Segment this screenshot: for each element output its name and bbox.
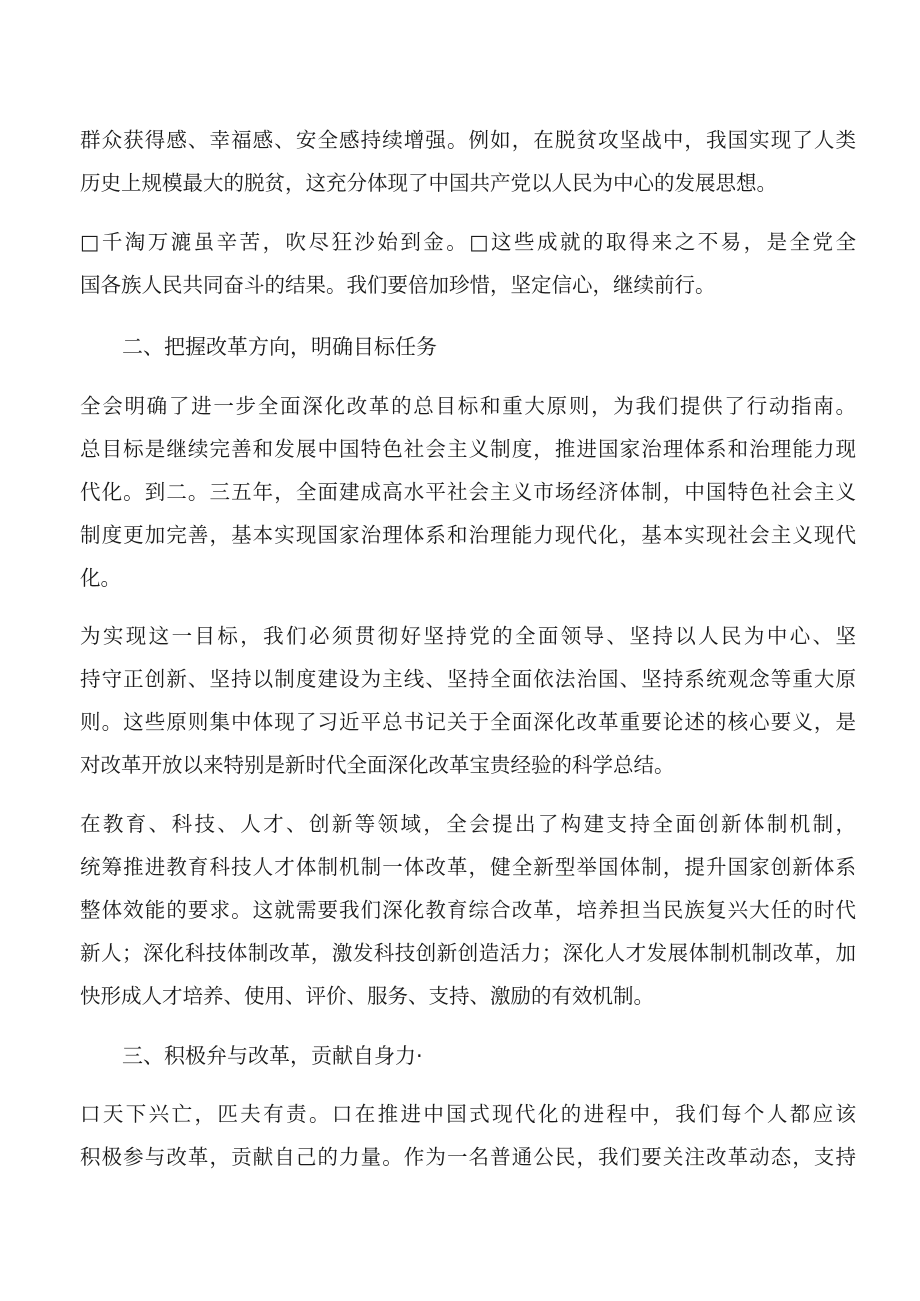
section-heading: 三、积极弁与改革，贡献自身力· xyxy=(122,1044,423,1068)
paragraph-line: 口天下兴亡，匹夫有责。口在推进中国式现代化的进程中，我们每个人都应该 xyxy=(80,1102,856,1126)
paragraph-line: 全会明确了进一步全面深化改革的总目标和重大原则，为我们提供了行动指南。 xyxy=(80,394,856,418)
paragraph-line: 统筹推进教育科技人才体制机制一体改革，健全新型举国体制，提升国家创新体系 xyxy=(80,855,856,879)
paragraph-line: 群众获得感、幸福感、安全感持续增强。例如，在脱贫攻坚战中，我国实现了人类 xyxy=(80,128,856,152)
paragraph-line: 代化。到二。三五年，全面建成高水平社会主义市场经济体制，中国特色社会主义 xyxy=(80,480,856,504)
paragraph-line: 化。 xyxy=(80,566,121,590)
paragraph-line: 快形成人才培养、使用、评价、服务、支持、激励的有效机制。 xyxy=(80,984,654,1008)
paragraph-line: 新人；深化科技体制改革，激发科技创新创造活力；深化人才发展体制机制改革，加 xyxy=(80,941,856,965)
paragraph-line: 为实现这一目标，我们必须贯彻好坚持党的全面领导、坚持以人民为中心、坚 xyxy=(80,624,856,648)
paragraph-line: 对改革开放以来特别是新时代全面深化改革宝贵经验的科学总结。 xyxy=(80,753,675,777)
paragraph-line: 则。这些原则集中体现了习近平总书记关于全面深化改革重要论述的核心要义，是 xyxy=(80,710,856,734)
section-heading: 二、把握改革方向，明确目标任务 xyxy=(122,335,437,359)
paragraph-line: 历史上规模最大的脱贫，这充分体现了中国共产党以人民为中心的发展思想。 xyxy=(80,171,777,195)
paragraph-line: 制度更加完善，基本实现国家治理体系和治理能力现代化，基本实现社会主义现代 xyxy=(80,523,856,547)
paragraph-line: 积极参与改革，贡献自己的力量。作为一名普通公民，我们要关注改革动态，支持 xyxy=(80,1145,856,1169)
paragraph-line: 整体效能的要求。这就需要我们深化教育综合改革，培养担当民族复兴大任的时代 xyxy=(80,898,856,922)
paragraph-line: 总目标是继续完善和发展中国特色社会主义制度，推进国家治理体系和治理能力现 xyxy=(80,437,856,461)
paragraph-line: 持守正创新、坚持以制度建设为主线、坚持全面依法治国、坚持系统观念等重大原 xyxy=(80,667,856,691)
paragraph-line: 国各族人民共同奋斗的结果。我们要倍加珍惜，坚定信心，继续前行。 xyxy=(80,273,716,297)
paragraph-line: 在教育、科技、人才、创新等领域，全会提出了构建支持全面创新体制机制， xyxy=(80,812,856,836)
paragraph-line: □千淘万漉虽辛苦，吹尽狂沙始到金。□这些成就的取得来之不易，是全党全 xyxy=(80,230,856,254)
